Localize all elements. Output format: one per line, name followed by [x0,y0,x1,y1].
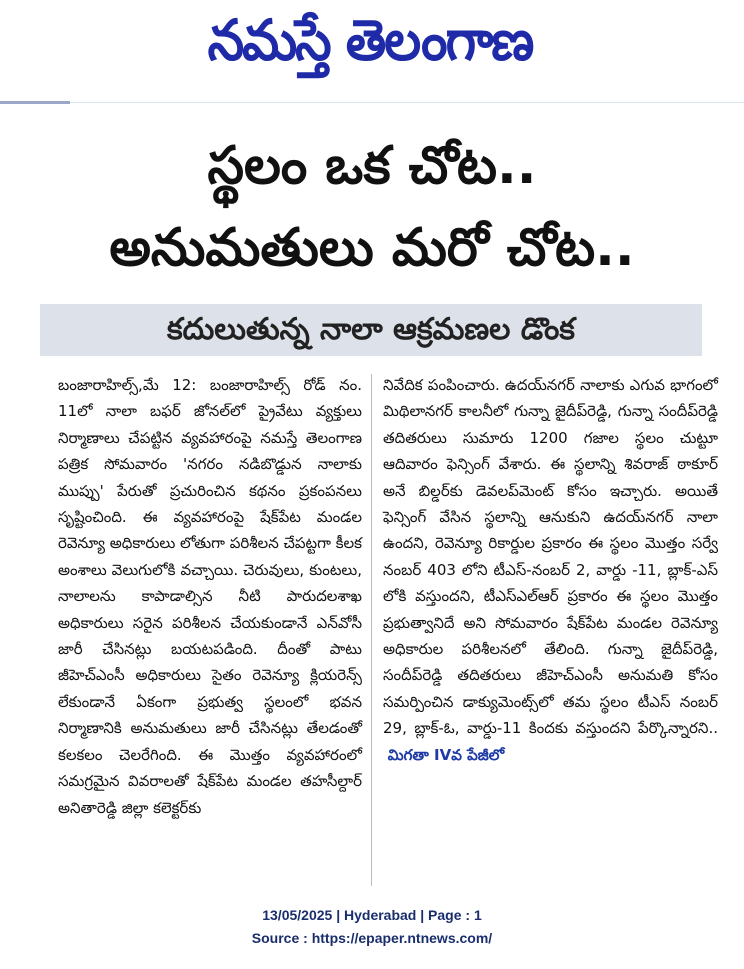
headline-line-2: అనుమతులు మరో చోట.. [109,218,635,278]
column-divider [371,374,372,886]
article-column-right [383,372,718,768]
subheadline: కదులుతున్న నాలా ఆక్రమణల డొంక [167,312,575,347]
continuation-note: మిగతా IVవ పేజీలో [387,745,505,764]
headline-line-1: స్థలం ఒక చోట.. [207,136,537,196]
article-body-left: బంజారాహిల్స్,మే 12: బంజారాహిల్స్ రోడ్ నం. 11లో నాలా బఫర్ జోనల్‌లో ప్రైవేటు వ్యక్తులు నిర్మాణాలు చేపట్టిన వ్యవహారంపై నమస్తే తెలంగాణ పత్రిక సోమవారం 'నగరం నడిబొడ్డున నాలాకు ముప్పు' పేరుతో ప్రచురించిన కథనం ప్రకంపనలు సృష్టించింది. ఈ వ్యవహారంపై షేక్‌పేట మండల రెవెన్యూ అధికారులు లోతుగా పరిశీలన చేపట్టగా కీలక అంశాలు వెలుగులోకి వచ్చాయి. చెరువులు, కుంటలు, నాలాలను కాపాడాల్సిన నీటి పారుదలశాఖ అధికారులు సరైన పరిశీలన చేయకుండానే ఎన్‌వోసీ జారీ చేసినట్లు బయటపడింది. దీంతో పాటు జీహెచ్ఎంసీ అధికారులు సైతం రెవెన్యూ క్లియరెన్స్ లేకుండానే ఏకంగా ప్రభుత్వ స్థలంలో భవన నిర్మాణానికి అనుమతులు జారీ చేసినట్లు తేలడంతో కలకలం చెలరేగింది. ఈ మొత్తం వ్యవహారంలో సమగ్రమైన వివరాలతో షేక్‌పేట మండల తహసీల్దార్ అనితారెడ్డి జిల్లా కలెక్టర్‌కు [58,376,363,817]
masthead-rule-thin [70,102,744,103]
masthead [0,0,744,100]
footer-source-line: Source : https://epaper.ntnews.com/ [251,930,493,946]
masthead-rule [0,101,70,104]
newspaper-logo: నమస్తే తెలంగాణ [207,8,533,74]
article-body-right: నివేదిక పంపించారు. ఉదయ్‌నగర్ నాలాకు ఎగువ భాగంలో మిథిలానగర్ కాలనీలో గున్నా జైదీప్‌రెడ్డి, గున్నా సందీప్‌రెడ్డి తదితరులు సుమారు 1200 గజాల స్థలం చుట్టూ ఆదివారం ఫెన్సింగ్ వేశారు. ఈ స్థలాన్ని శివరాజ్ ఠాకూర్ అనే బిల్డర్‌కు డెవలప్‌మెంట్ కోసం ఇచ్చారు. అయితే ఫెన్సింగ్ వేసిన స్థలాన్ని ఆనుకుని ఉదయ్‌నగర్ నాలా ఉందని, రెవెన్యూ రికార్డుల ప్రకారం ఈ స్థలం మొత్తం సర్వే నంబర్ 403 లోని టీఎస్-నంబర్ 2, వార్డు -11, బ్లాక్-ఎస్ లోకి వస్తుందని, టీఎస్ఎల్ఆర్ ప్రకారం ఈ స్థలం మొత్తం ప్రభుత్వానిదే అని సోమవారం షేక్‌పేట మండల రెవెన్యూ అధికారుల పరిశీలనలో తేలింది. గున్నా జైదీప్‌రెడ్డి, సందీప్‌రెడ్డి తదితరులు జీహెచ్ఎంసీ అనుమతి కోసం సమర్పించిన డాక్యుమెంట్స్‌లో తమ స్థలం టీఎస్ నంబర్ 29, బ్లాక్-ఓ, వార్డు-11 కిందకు వస్తుందని పేర్కొన్నారని.. [383,376,718,738]
footer-date-line: 13/05/2025 | Hyderabad | Page : 1 [262,907,482,923]
article-column-left [58,372,362,821]
